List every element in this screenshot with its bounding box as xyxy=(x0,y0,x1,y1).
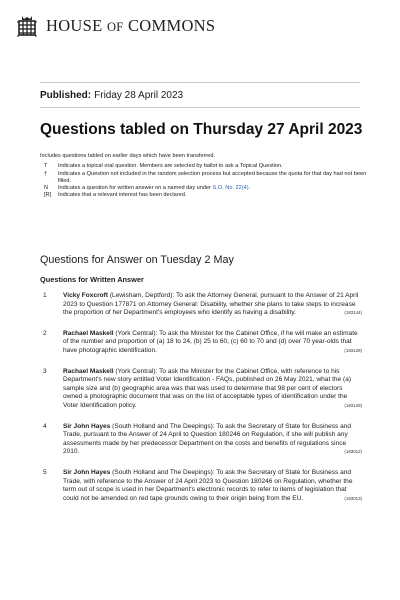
question-item xyxy=(40,423,362,457)
question-body xyxy=(63,330,362,356)
question-body xyxy=(63,423,362,457)
intro-lead: Includes questions tabled on earlier days which have been transferred. xyxy=(40,153,216,159)
question-ref: (183144) xyxy=(344,310,362,316)
question-number: 2 xyxy=(43,329,47,337)
legend-item xyxy=(40,171,370,186)
page-title: Questions tabled on Thursday 27 April 2023 xyxy=(40,121,363,138)
question-text: To ask the Secretary of State for Business and Trade, with reference to the Answer of 24 April 2023 to Question 180246 on Regulation, whether the term out of scope is used in her Department's electronic records to refer to items of legislation that could not be amended on red tape grounds owing to their origin being from the EU. xyxy=(63,468,353,502)
question-item xyxy=(40,292,362,318)
constituency: (Lewisham, Deptford): xyxy=(109,292,175,299)
question-number: 3 xyxy=(43,367,47,375)
legend-key: N xyxy=(44,185,49,192)
question-item xyxy=(40,330,362,356)
legend-key: † xyxy=(44,170,48,177)
section-heading: Questions for Answer on Tuesday 2 May xyxy=(40,254,234,266)
portcullis-logo-icon xyxy=(16,14,38,38)
question-item xyxy=(40,469,362,503)
legend-item xyxy=(40,185,370,192)
question-item xyxy=(40,368,362,411)
question-text: To ask the Minister for the Cabinet Office, with reference to his Department's new story entitled Voter Identification - FAQs, published on 26 May 2021, what the (a) sample size and (b) geographic area was that was used to determine that 98 per cent of electors owned a photographic document that was on the list of acceptable types of identification under the Voter Identification policy. xyxy=(63,367,352,409)
question-list xyxy=(40,292,362,515)
question-ref: (183013) xyxy=(344,495,362,501)
member-name: Sir John Hayes xyxy=(63,422,111,430)
intro-block xyxy=(40,153,370,200)
published-label: Published: xyxy=(40,89,92,101)
legend-text: Indicates a Question not included in the random selection process but accepted because the quota for that day had not been filled. xyxy=(58,170,367,184)
member-name: Vicky Foxcroft xyxy=(63,292,108,299)
question-body xyxy=(63,368,362,411)
legend-key: T xyxy=(44,163,48,170)
constituency: (South Holland and The Deepings): xyxy=(112,422,215,430)
question-body xyxy=(63,469,362,503)
legend-item xyxy=(40,163,370,170)
constituency: (South Holland and The Deepings): xyxy=(112,468,215,476)
org-name-prefix: HOUSE xyxy=(46,16,103,35)
member-name: Rachael Maskell xyxy=(63,329,114,337)
published-date: Friday 28 April 2023 xyxy=(94,89,184,101)
section-subheading: Questions for Written Answer xyxy=(40,275,144,284)
org-name xyxy=(46,16,215,36)
constituency: (York Central): xyxy=(115,367,158,375)
question-ref: (183129) xyxy=(344,402,362,408)
question-number: 1 xyxy=(43,292,47,299)
standing-order-link[interactable]: S.O. No. 22(4). xyxy=(212,185,251,192)
question-number: 5 xyxy=(43,468,47,476)
legend-key: [R] xyxy=(44,192,52,199)
legend-text-wrap xyxy=(58,185,370,192)
legend-item xyxy=(40,192,370,199)
question-ref: (183012) xyxy=(344,449,362,455)
org-name-of: OF xyxy=(106,20,124,34)
org-name-suffix: COMMONS xyxy=(127,16,216,35)
legend-text: Indicates a topical oral question. Members are selected by ballot to ask a Topical Question. xyxy=(58,163,283,170)
published-bar xyxy=(40,82,360,108)
question-text: To ask the Secretary of State for Business and Trade, pursuant to the Answer of 24 April to Question 180246 on Regulation, if she will publish any assessments made by her predecessor Department on the costs and benefits of regulations since 2010. xyxy=(63,422,352,456)
site-header xyxy=(16,14,215,38)
constituency: (York Central): xyxy=(115,329,158,337)
legend-text: Indicates that a relevant interest has been declared. xyxy=(58,192,187,199)
question-ref: (183128) xyxy=(344,347,362,353)
question-text: To ask the Attorney General, pursuant to the Answer of 21 April 2023 to Question 177871 on Attorney General: Disability, whether she plans to take steps to increase the proportion of her Department's employees who identify as having a disability. xyxy=(63,292,359,317)
question-text: To ask the Minister for the Cabinet Office, if he will make an estimate of the number and proportion of (a) 18 to 24, (b) 25 to 60, (c) 60 to 70 and (d) over 70 year-olds that have photographic identification. xyxy=(63,329,358,354)
question-number: 4 xyxy=(43,422,47,430)
legend-text: Indicates a question for written answer on a named day under xyxy=(58,185,213,192)
member-name: Rachael Maskell xyxy=(63,367,114,375)
question-body xyxy=(63,292,362,318)
member-name: Sir John Hayes xyxy=(63,468,111,476)
